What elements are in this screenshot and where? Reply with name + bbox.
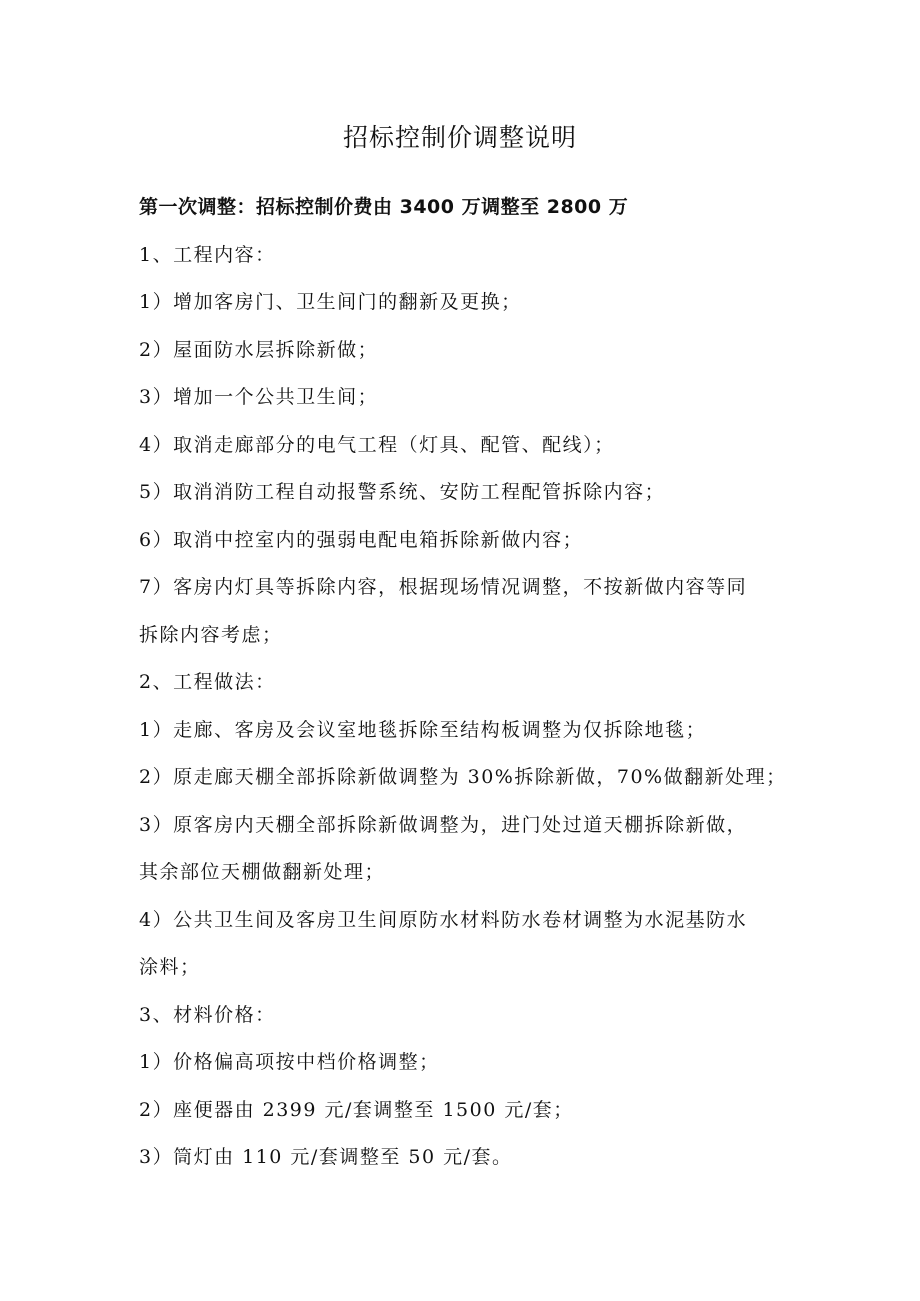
content-item-5: 5）取消消防工程自动报警系统、安防工程配管拆除内容； (139, 481, 666, 503)
price-item-1: 1）价格偏高项按中档价格调整； (139, 1051, 440, 1073)
section-heading-method: 2、工程做法： (139, 671, 276, 693)
adjustment-heading: 第一次调整：招标控制价费由 3400 万调整至 2800 万 (139, 196, 629, 218)
price-item-2: 2）座便器由 2399 元/套调整至 1500 元/套； (139, 1098, 574, 1121)
content-item-7: 7）客房内灯具等拆除内容，根据现场情况调整，不按新做内容等同 (139, 576, 748, 598)
method-item-2: 2）原走廊天棚全部拆除新做调整为 30%拆除新做，70%做翻新处理； (139, 766, 787, 788)
method-item-3: 3）原客房内天棚全部拆除新做调整为，进门处过道天棚拆除新做， (139, 813, 748, 836)
content-item-7-cont: 拆除内容考虑； (139, 623, 283, 646)
document-title: 招标控制价调整说明 (342, 123, 577, 152)
method-item-3-cont: 其余部位天棚做翻新处理； (139, 861, 386, 883)
method-item-4-cont: 涂料； (139, 956, 201, 978)
method-item-4: 4）公共卫生间及客房卫生间原防水材料防水卷材调整为水泥基防水 (139, 908, 748, 931)
content-item-4: 4）取消走廊部分的电气工程（灯具、配管、配线）； (139, 433, 615, 456)
document-body (139, 184, 799, 1182)
content-item-2: 2）屋面防水层拆除新做； (139, 338, 379, 361)
section-heading-content: 1、工程内容： (139, 243, 276, 266)
section-heading-price: 3、材料价格： (139, 1003, 276, 1026)
content-item-6: 6）取消中控室内的强弱电配电箱拆除新做内容； (139, 528, 584, 551)
method-item-1: 1）走廊、客房及会议室地毯拆除至结构板调整为仅拆除地毯； (139, 718, 707, 741)
price-item-3: 3）筒灯由 110 元/套调整至 50 元/套。 (139, 1146, 513, 1168)
content-item-1: 1）增加客房门、卫生间门的翻新及更换； (139, 291, 522, 313)
content-item-3: 3）增加一个公共卫生间； (139, 386, 379, 408)
